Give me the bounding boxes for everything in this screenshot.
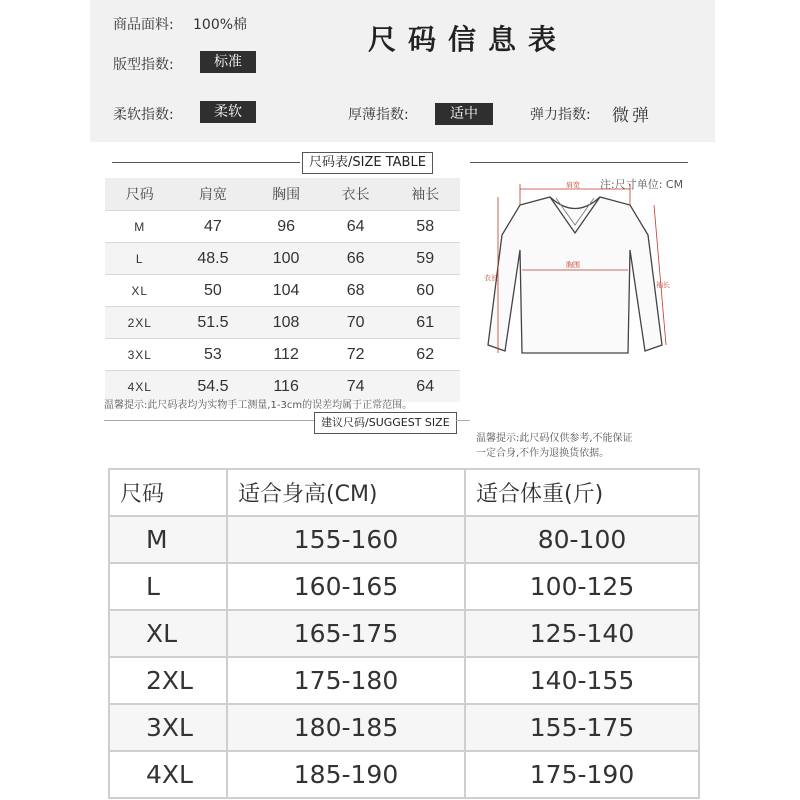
suggest-title: 建议尺码/SUGGEST SIZE bbox=[314, 412, 457, 434]
fabric-value: 100%棉 bbox=[193, 17, 248, 33]
chest-cell: 108 bbox=[251, 307, 321, 339]
shoulder-cell: 51.5 bbox=[175, 307, 252, 339]
length-cell: 74 bbox=[321, 371, 391, 403]
length-cell: 70 bbox=[321, 307, 391, 339]
fabric-label: 商品面料: bbox=[113, 17, 174, 33]
shoulder-cell: 50 bbox=[175, 275, 252, 307]
table-row bbox=[109, 516, 699, 563]
shoulder-cell: 53 bbox=[175, 339, 252, 371]
table-row bbox=[105, 339, 460, 371]
weight-cell: 155-175 bbox=[465, 704, 699, 751]
weight-cell: 175-190 bbox=[465, 751, 699, 798]
size-cell: M bbox=[105, 211, 175, 243]
weight-cell: 140-155 bbox=[465, 657, 699, 704]
chest-label: 胸围 bbox=[566, 261, 580, 269]
measure-footnote: 温馨提示:此尺码表均为实物手工测量,1-3cm的误差均属于正常范围。 bbox=[104, 400, 413, 411]
height-cell: 160-165 bbox=[227, 563, 465, 610]
shoulder-label: 肩宽 bbox=[566, 181, 580, 189]
size-cell: L bbox=[105, 243, 175, 275]
suggest-table-header bbox=[109, 469, 699, 516]
height-cell: 175-180 bbox=[227, 657, 465, 704]
header-cell: 尺码 bbox=[109, 469, 227, 516]
chest-cell: 96 bbox=[251, 211, 321, 243]
size-table bbox=[105, 178, 460, 402]
chest-cell: 104 bbox=[251, 275, 321, 307]
table-row bbox=[105, 243, 460, 275]
height-cell: 185-190 bbox=[227, 751, 465, 798]
suggest-rule-left bbox=[104, 420, 314, 421]
size-table-header bbox=[105, 178, 460, 211]
size-cell: 3XL bbox=[105, 339, 175, 371]
length-label: 衣长 bbox=[484, 274, 498, 282]
suggest-table bbox=[108, 468, 700, 799]
weight-cell: 80-100 bbox=[465, 516, 699, 563]
header-cell: 肩宽 bbox=[175, 178, 252, 211]
shoulder-cell: 47 bbox=[175, 211, 252, 243]
table-row bbox=[109, 610, 699, 657]
table-row bbox=[109, 751, 699, 798]
header-cell: 适合身高(CM) bbox=[227, 469, 465, 516]
suggest-note-line1: 温馨提示:此尺码仅供参考,不能保证 bbox=[476, 433, 633, 444]
size-table-title: 尺码表/SIZE TABLE bbox=[302, 152, 433, 174]
softness-badge: 柔软 bbox=[200, 101, 256, 123]
shoulder-cell: 54.5 bbox=[175, 371, 252, 403]
height-cell: 180-185 bbox=[227, 704, 465, 751]
sleeve-cell: 59 bbox=[390, 243, 460, 275]
elasticity-value: 微弹 bbox=[612, 106, 652, 126]
size-cell: 4XL bbox=[109, 751, 227, 798]
chest-cell: 100 bbox=[251, 243, 321, 275]
table-row bbox=[109, 657, 699, 704]
table-row bbox=[105, 307, 460, 339]
sleeve-cell: 58 bbox=[390, 211, 460, 243]
table-row bbox=[109, 704, 699, 751]
size-cell: XL bbox=[105, 275, 175, 307]
height-cell: 155-160 bbox=[227, 516, 465, 563]
sleeve-cell: 60 bbox=[390, 275, 460, 307]
table-row bbox=[105, 211, 460, 243]
chest-cell: 116 bbox=[251, 371, 321, 403]
weight-cell: 100-125 bbox=[465, 563, 699, 610]
fit-badge: 标准 bbox=[200, 51, 256, 73]
elasticity-label: 弹力指数: bbox=[530, 107, 591, 123]
suggest-rule-right bbox=[456, 420, 470, 421]
table-row bbox=[109, 563, 699, 610]
section-rule-right bbox=[470, 162, 688, 163]
page-title: 尺码信息表 bbox=[368, 23, 569, 56]
header-cell: 胸围 bbox=[251, 178, 321, 211]
header-cell: 袖长 bbox=[390, 178, 460, 211]
shoulder-cell: 48.5 bbox=[175, 243, 252, 275]
height-cell: 165-175 bbox=[227, 610, 465, 657]
suggest-note-line2: 一定合身,不作为退换货依据。 bbox=[476, 448, 610, 459]
unit-note: 注:尺寸单位: CM bbox=[600, 178, 684, 191]
softness-label: 柔软指数: bbox=[113, 107, 174, 123]
section-rule-left bbox=[112, 162, 300, 163]
length-cell: 68 bbox=[321, 275, 391, 307]
sleeve-label: 袖长 bbox=[656, 281, 670, 289]
header-cell: 衣长 bbox=[321, 178, 391, 211]
shirt-outline bbox=[488, 197, 662, 353]
size-cell: L bbox=[109, 563, 227, 610]
table-row bbox=[105, 275, 460, 307]
length-cell: 64 bbox=[321, 211, 391, 243]
size-cell: XL bbox=[109, 610, 227, 657]
length-cell: 66 bbox=[321, 243, 391, 275]
size-cell: 2XL bbox=[105, 307, 175, 339]
size-cell: 4XL bbox=[105, 371, 175, 403]
weight-cell: 125-140 bbox=[465, 610, 699, 657]
length-cell: 72 bbox=[321, 339, 391, 371]
size-cell: 2XL bbox=[109, 657, 227, 704]
sleeve-cell: 62 bbox=[390, 339, 460, 371]
fit-label: 版型指数: bbox=[113, 57, 174, 73]
header-cell: 尺码 bbox=[105, 178, 175, 211]
size-cell: 3XL bbox=[109, 704, 227, 751]
thickness-label: 厚薄指数: bbox=[348, 107, 409, 123]
size-cell: M bbox=[109, 516, 227, 563]
thickness-badge: 适中 bbox=[435, 103, 493, 125]
header-cell: 适合体重(斤) bbox=[465, 469, 699, 516]
garment-diagram bbox=[470, 175, 685, 375]
sleeve-cell: 61 bbox=[390, 307, 460, 339]
chest-cell: 112 bbox=[251, 339, 321, 371]
sleeve-cell: 64 bbox=[390, 371, 460, 403]
